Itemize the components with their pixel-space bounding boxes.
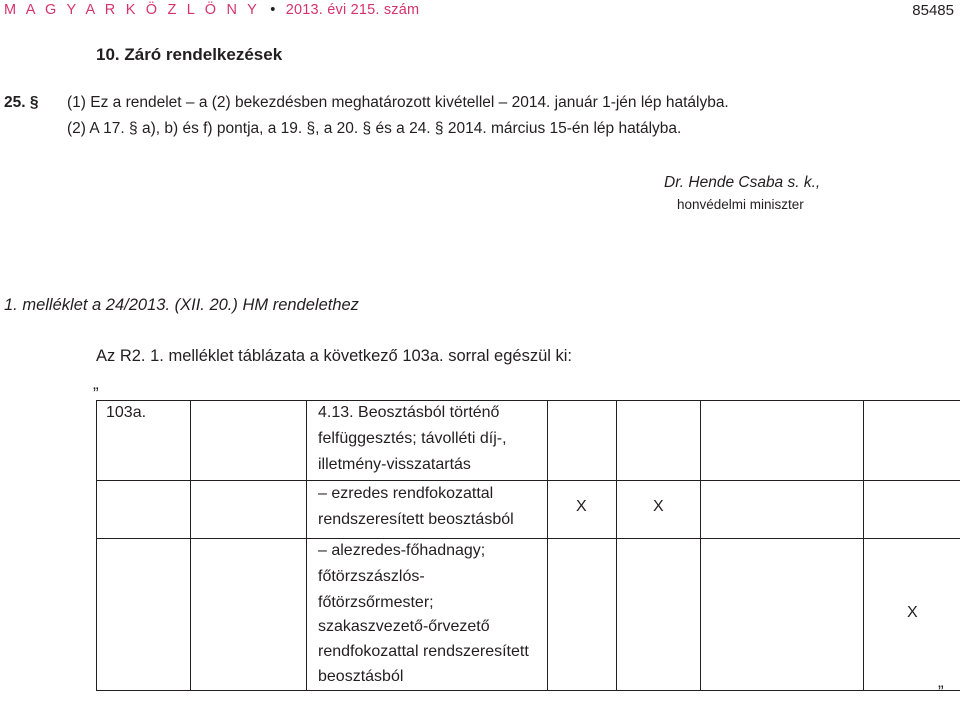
journal-header [4, 2, 419, 18]
heading-line: 4.13. Beosztásból történő [318, 404, 500, 421]
header-bullet: • [270, 2, 276, 18]
row-number: 103a. [106, 404, 147, 421]
table-bottom-border [96, 690, 960, 691]
subrow-1-mark: X [576, 498, 587, 515]
heading-line: felfüggesztés; távolléti díj-, [318, 430, 507, 447]
table-row-divider [96, 480, 960, 481]
paragraph-number: 25. § [4, 94, 39, 111]
journal-title: M A G Y A R K Ö Z L Ö N Y [4, 2, 260, 18]
table-row-divider [96, 538, 960, 539]
subrow-2-mark: X [907, 604, 918, 621]
table-col-border [547, 400, 548, 691]
subrow-1-mark: X [653, 498, 664, 515]
annex-title: 1. melléklet a 24/2013. (XII. 20.) HM rendelethez [4, 296, 359, 314]
table-top-border [96, 400, 960, 401]
heading-line: illetmény-visszatartás [318, 456, 471, 473]
table-col-border [96, 400, 97, 691]
subrow-2-line: főtörzsőrmester; [318, 594, 434, 611]
subrow-2-line: beosztásból [318, 668, 404, 685]
paragraph-line-1: (1) Ez a rendelet – a (2) bekezdésben meghatározott kivétellel – 2014. január 1-jén lép hatályba. [67, 94, 729, 111]
annex-intro: Az R2. 1. melléklet táblázata a következő 103a. sorral egészül ki: [96, 347, 572, 365]
subrow-2-line: szakaszvezető-őrvezető [318, 618, 490, 635]
signatory-name: Dr. Hende Csaba s. k., [664, 174, 821, 191]
table-col-border [616, 400, 617, 691]
page-number: 85485 [912, 2, 954, 19]
subrow-1-line: – ezredes rendfokozattal [318, 485, 494, 502]
issue-label: 2013. évi 215. szám [285, 2, 420, 18]
subrow-2-line: – alezredes-főhadnagy; [318, 542, 486, 559]
table-col-border [700, 400, 701, 691]
table-col-border [863, 400, 864, 691]
closing-quote: ” [938, 682, 944, 701]
table-col-border [306, 400, 307, 691]
subrow-2-line: rendfokozattal rendszeresített [318, 643, 529, 660]
section-title: 10. Záró rendelkezések [96, 45, 283, 64]
opening-quote: „ [93, 374, 99, 393]
table-col-border [190, 400, 191, 691]
signatory-role: honvédelmi miniszter [677, 197, 804, 212]
subrow-1-line: rendszeresített beosztásból [318, 511, 514, 528]
paragraph-line-2: (2) A 17. § a), b) és f) pontja, a 19. §, a 20. § és a 24. § 2014. március 15-én lép hatályba. [67, 120, 682, 137]
subrow-2-line: főtörzszászlós- [318, 568, 425, 585]
